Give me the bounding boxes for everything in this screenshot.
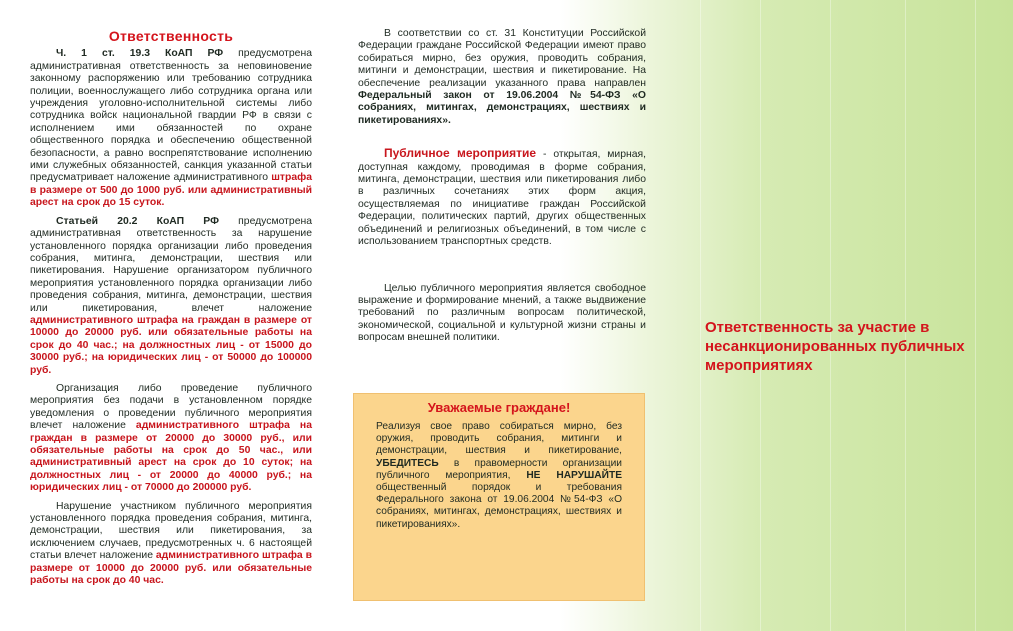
penalty-text: административного штрафа на граждан в размере от 10000 до 20000 руб. или обязательные работы на срок до 40 час.; на должностных лиц - от 15000 до 30000 руб.; на юридических лиц - от 50000 до 100000 руб. [30, 314, 312, 376]
notice-emphasis: УБЕДИТЕСЬ [376, 457, 439, 469]
definition-term: Публичное мероприятие [384, 146, 537, 161]
stripe-decoration [700, 0, 701, 631]
purpose-text: Целью публичного мероприятия является свободное выражение и формирование мнений, а также выдвижение требований по различным вопросам политической, экономической, социальной и культурной жизни страны и вопросам внешней политики. [358, 282, 646, 344]
cover-title: Ответственность за участие в несанкционированных публичных мероприятиях [705, 319, 965, 374]
section-title: Ответственность [108, 28, 234, 44]
middle-column [358, 28, 646, 351]
notice-emphasis: НЕ НАРУШАЙТЕ [526, 469, 622, 481]
penalty-text: штрафа в размере от 500 до 1000 руб. или административный арест на срок до 15 суток. [30, 172, 312, 209]
notice-box [353, 393, 645, 601]
public-event-definition [358, 147, 646, 248]
no-notice-paragraph [30, 383, 312, 495]
stripe-decoration [830, 0, 831, 631]
penalty-text: административного штрафа на граждан в размере от 20000 до 30000 руб., или обязательные работы на срок до 50 час., или административный арест на срок до 10 суток; на должностных лиц - от 20000 до 40000 руб.; на юридических лиц - от 70000 до 200000 руб. [30, 420, 312, 494]
stripe-decoration [975, 0, 976, 631]
spacer [358, 133, 646, 147]
penalty-text: административного штрафа в размере от 10000 до 20000 руб. или обязательные работы на срок до 40 час. [30, 550, 312, 587]
spacer [358, 255, 646, 283]
article-19-3-paragraph [30, 48, 312, 209]
article-text: предусмотрена административная ответственность за неповиновение законному распоряжению или требованию сотрудника полиции, военнослужащего либо сотрудника органа или учреждения уголовно-исполнительной системы либо сотрудника войск национальной гвардии РФ в связи с исполнением ими обязанностей по охране общественного порядка и обеспечению общественной безопасности, а равно воспрепятствование исполнению ими служебных обязанностей, санкция указанной статьи предусматривает наложение административного [30, 48, 312, 184]
participant-paragraph [30, 501, 312, 588]
constitution-text: В соответствии со ст. 31 Конституции Российской Федерации граждане Российской Федерации имеют право собираться мирно, без оружия, проводить собрания, митинги и демонстрации, шествия и пикетирование. На обеспечение реализации указанного права направлен [358, 28, 646, 89]
notice-text-part: общественный порядок и требования Федерального закона от 19.06.2004 №54-ФЗ «О собраниях, митингах, демонстрациях, шествиях и пикетированиях». [376, 482, 622, 530]
federal-law-ref: Федеральный закон от 19.06.2004 №54-ФЗ «О собраниях, митингах, демонстрациях, шествиях и пикетированиях». [358, 90, 646, 126]
definition-text: - открытая, мирная, доступная каждому, проводимая в форме собрания, митинга, демонстрации, шествия или пикетирования либо в различных сочетаниях этих форм акция, осуществляемая по инициативе граждан Российской Федерации, политических партий, других общественных объединений и религиозных объединений, в том числе с использованием транспортных средств. [358, 149, 647, 248]
article-text: Нарушение участником публичного мероприятия установленного порядка проведения собрания, митинга, демонстрации, шествия или пикетирования, за исключением случаев, предусмотренных ч. 6 настоящей статьи влечет наложение [30, 500, 312, 562]
notice-text-part: Реализуя свое право собираться мирно, без оружия, проводить собрания, митинги и демонстрации, шествия и пикетирование, [376, 421, 622, 457]
notice-title: Уважаемые граждане! [427, 400, 571, 415]
article-ref: Ч. 1 ст. 19.3 КоАП РФ [56, 48, 224, 60]
notice-text [376, 421, 622, 531]
constitution-paragraph [358, 28, 646, 127]
stripe-decoration [905, 0, 906, 631]
purpose-paragraph [358, 283, 646, 345]
notice-text-part: в правомерности организации публичного мероприятия, [376, 457, 622, 481]
article-20-2-paragraph [30, 216, 312, 377]
stripe-decoration [760, 0, 761, 631]
left-column [30, 0, 312, 593]
article-ref: Статьей 20.2 КоАП РФ [56, 215, 219, 227]
article-text: Организация либо проведение публичного мероприятия без подачи в установленном порядке уведомления о проведении публичного мероприятия влечет наложение [30, 382, 312, 432]
article-text: предусмотрена административная ответственность за нарушение установленного порядка организации либо проведения собрания, митинга, демонстрации, шествия или пикетирования. Нарушение организатором публичного мероприятия установленного порядка организации либо проведения собрания, митинга, демонстрации, шествия или пикетирования, влечет наложение [30, 215, 312, 314]
